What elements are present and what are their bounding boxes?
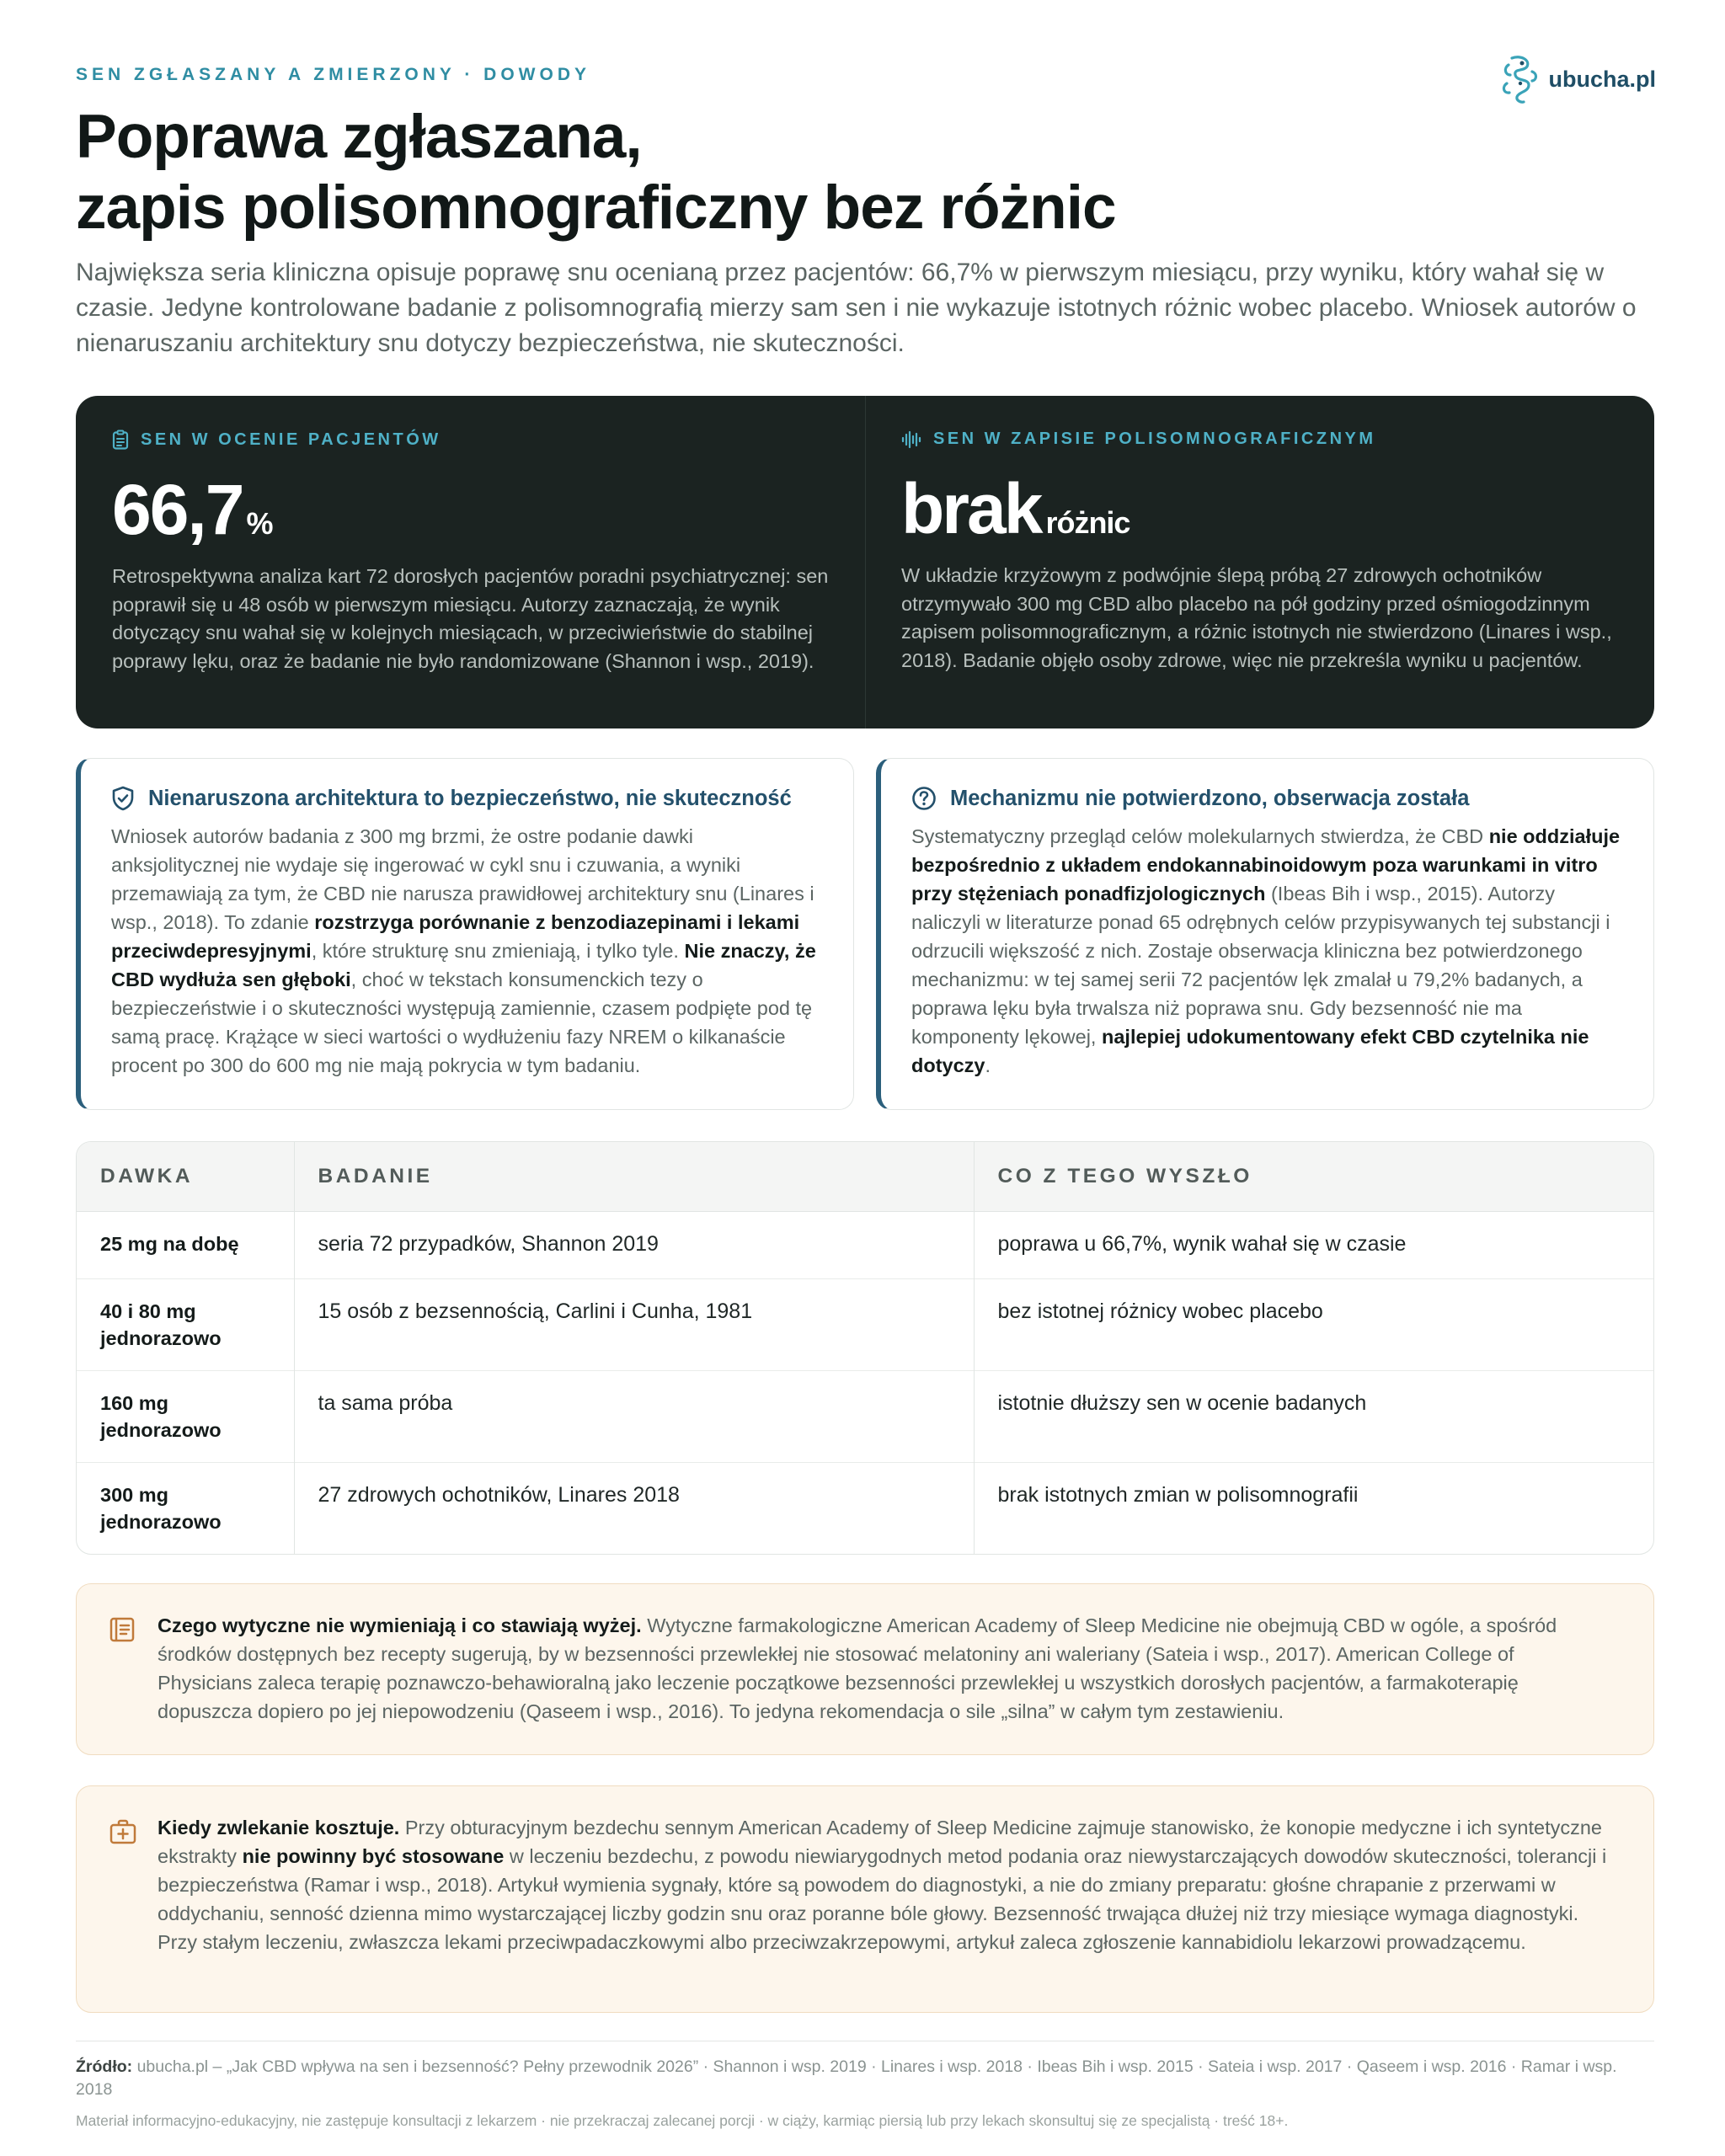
clipboard-icon [112, 430, 129, 450]
psg-label [901, 430, 1621, 449]
guidelines-callout [76, 1583, 1654, 1755]
shield-check-icon [111, 786, 135, 811]
question-circle-icon [911, 786, 937, 811]
column-header-study: BADANIE [294, 1142, 974, 1211]
outcome-cell: brak istotnych zmian w polisomnografii [974, 1462, 1653, 1554]
patient-rating-text: Retrospektywna analiza kart 72 dorosłych pacjentów poradni psychiatrycznej: sen poprawił się u 48 osób w pierwszym miesiącu. Autorzy zaznaczają, że wynik dotyczący snu wahał się w kolejnych miesiącach, w przeciwieństwie do stabilnej poprawy lęku, oraz że badanie nie było randomizowane (Shannon i wsp., 2019). [112, 565, 829, 672]
patient-rating-value [112, 469, 831, 549]
table-row [77, 1462, 1653, 1554]
table-row [77, 1278, 1653, 1370]
patient-rating-number: 66,7 [112, 470, 243, 549]
mechanism-note-title: Mechanizmu nie potwierdzono, obserwacja została [950, 786, 1470, 810]
mechanism-note-text-1: Systematyczny przegląd celów molekularnych stwierdza, że CBD [911, 825, 1489, 847]
psg-value-word: brak [901, 469, 1041, 548]
safety-note-title: Nienaruszona architektura to bezpieczeństwo, nie skuteczność [148, 786, 792, 810]
lede: Największa seria kliniczna opisuje poprawę snu ocenianą przez pacjentów: 66,7% w pierwszym miesiącu, przy wyniku, który wahał się w czasie. Jedyne kontrolowane badanie z polisomnografią mierzy sam sen i nie wykazuje istotnych różnic wobec placebo. Wniosek autorów o nienaruszaniu architektury snu dotyczy bezpieczeństwa, nie skuteczności. [76, 259, 1637, 357]
psg-text: W układzie krzyżowym z podwójnie ślepą próbą 27 zdrowych ochotników otrzymywało 300 mg CBD albo placebo na pół godziny przed ośmiogodzinnym zapisem polisomnograficznym, a różnic istotnych nie stwierdzono (Linares i wsp., 2018). Badanie objęło osoby zdrowe, więc nie przekreśla wyniku u pacjentów. [901, 564, 1612, 671]
psg-label-text: SEN W ZAPISIE POLISOMNOGRAFICZNYM [933, 430, 1376, 448]
logo-mark-icon [1500, 53, 1539, 105]
study-cell: seria 72 przypadków, Shannon 2019 [294, 1211, 974, 1278]
dose-table [76, 1141, 1654, 1555]
delay-callout [76, 1785, 1654, 2013]
mechanism-note-text-3: . [985, 1054, 991, 1076]
safety-note-text-1: Wniosek autorów badania z 300 mg brzmi, że ostre podanie dawki anksjolitycznej nie wydaje się ingerować w cykl snu i czuwania, a wyniki przemawiają za tym, że CBD nie narusza prawidłowej architektury snu (Linares i wsp., 2018). To zdanie [111, 825, 814, 933]
safety-note-body [111, 822, 825, 1080]
study-cell: 15 osób z bezsennością, Carlini i Cunha, 1981 [294, 1278, 974, 1370]
psg-value-suffix: różnic [1045, 505, 1130, 540]
title-line-2: zapis polisomnograficzny bez różnic [76, 173, 1116, 242]
brand-name: ubucha.pl [1548, 66, 1656, 92]
page-title [76, 102, 1116, 243]
disclaimer: Materiał informacyjno-edukacyjny, nie zastępuje konsultacji z lekarzem · nie przekraczaj zalecanej porcji · w ciąży, karmiąc piersią lub przy lekach skonsultuj się ze specjalistą · treść 18+. [76, 2112, 1289, 2129]
table-row [77, 1211, 1653, 1278]
guidelines-body: Wytyczne farmakologiczne American Academy of Sleep Medicine nie obejmują CBD w ogóle, a spośród środków dostępnych bez recepty sugerują, by w bezsenności przewlekłej nie stosować melatoniny ani waleriany (Sateia i wsp., 2017). American College of Physicians zaleca terapię poznawczo-behawioralną jako leczenie początkowe bezsenności przewlekłej u wszystkich dorosłych pacjentów, a farmakoterapię dopuszcza dopiero po jej niepowodzeniu (Qaseem i wsp., 2016). To jedyna rekomendacja o sile „silna” w całym tym zestawieniu. [158, 1614, 1557, 1722]
outcome-cell: istotnie dłuższy sen w ocenie badanych [974, 1370, 1653, 1462]
waveform-icon [901, 430, 921, 449]
delay-body-1: Przy obturacyjnym bezdechu sennym American Academy of Sleep Medicine zajmuje stanowisko, że konopie medyczne i ich syntetyczne ekstrakty [158, 1817, 1602, 1867]
dose-cell: 160 mg jednorazowo [77, 1370, 294, 1462]
psg-column [865, 396, 1654, 728]
patient-rating-column [76, 396, 865, 728]
guidelines-text [158, 1611, 1611, 1726]
safety-note-bold-1: rozstrzyga porównanie z benzodiazepinami i lekami przeciwdepresyjnymi [111, 911, 800, 962]
mechanism-note-heading [911, 786, 1625, 811]
source-label: Źródło: [76, 2057, 133, 2076]
study-cell: 27 zdrowych ochotników, Linares 2018 [294, 1462, 974, 1554]
safety-note-text-2: , które strukturę snu zmieniają, i tylko tyle. [311, 940, 685, 962]
study-cell: ta sama próba [294, 1370, 974, 1462]
dose-cell: 300 mg jednorazowo [77, 1462, 294, 1554]
mechanism-note-bold-1: nie oddziałuje bezpośrednio z układem endokannabinoidowym poza warunkami in vitro przy stężeniach ponadfizjologicznych [911, 825, 1621, 905]
table-header-row [77, 1142, 1653, 1211]
mechanism-note-card [876, 758, 1654, 1110]
safety-note-bold-2: Nie znaczy, że CBD wydłuża sen głęboki [111, 940, 816, 990]
delay-lead: Kiedy zwlekanie kosztuje. [158, 1817, 400, 1838]
mechanism-note-bold-2: najlepiej udokumentowany efekt CBD czytelnika nie dotyczy [911, 1026, 1589, 1076]
eyebrow: SEN ZGŁASZANY A ZMIERZONY · DOWODY [76, 65, 591, 84]
outcome-cell: poprawa u 66,7%, wynik wahał się w czasie [974, 1211, 1653, 1278]
safety-note-heading [111, 786, 825, 811]
dose-cell: 40 i 80 mg jednorazowo [77, 1278, 294, 1370]
patient-rating-label [112, 430, 831, 450]
brand-logo[interactable] [1500, 53, 1657, 105]
safety-note-card [76, 758, 854, 1110]
psg-value [901, 468, 1621, 548]
column-header-outcome: CO Z TEGO WYSZŁO [974, 1142, 1653, 1211]
source-text: ubucha.pl – „Jak CBD wpływa na sen i bezsenność? Pełny przewodnik 2026” · Shannon i wsp. 2019 · Linares i wsp. 2018 · Ibeas Bih i wsp. 2015 · Sateia i wsp. 2017 · Qaseem i wsp. 2016 · Ramar i wsp. 2018 [76, 2057, 1617, 2099]
delay-text [158, 1813, 1611, 1956]
safety-note-text-3: , choć w tekstach konsumenckich tezy o bezpieczeństwie i o skuteczności występują zamiennie, czasem podpięte pod tę samą pracę. Krążące w sieci wartości o wydłużeniu fazy NREM o kilkanaście procent po 300 do 600 mg nie mają pokrycia w tym badaniu. [111, 969, 813, 1076]
mechanism-note-body [911, 822, 1625, 1080]
guidelines-lead: Czego wytyczne nie wymieniają i co stawiają wyżej. [158, 1614, 642, 1636]
title-line-1: Poprawa zgłaszana, [76, 103, 642, 171]
medical-kit-icon [109, 1818, 137, 1845]
delay-bold: nie powinny być stosowane [242, 1845, 505, 1867]
source-line [76, 2056, 1654, 2101]
patient-rating-label-text: SEN W OCENIE PACJENTÓW [141, 430, 441, 449]
delay-body-2: w leczeniu bezdechu, z powodu niewiarygodnych metod podania oraz niewystarczających dowodów skuteczności, tolerancji i bezpieczeństwa (Ramar i wsp., 2018). Artykuł wymienia sygnały, które są powodem do diagnostyki, a nie do zmiany preparatu: głośne chrapanie z przerwami w oddychaniu, senność dzienna mimo wystarczającej liczby godzin snu oraz poranne bóle głowy. Bezsenność trwająca dłużej niż trzy miesiące wymaga diagnostyki. Przy stałym leczeniu, zwłaszcza lekami przeciwpadaczkowymi albo przeciwzakrzepowymi, artykuł zaleca zgłoszenie kannabidiolu lekarzowi prowadzącemu. [158, 1845, 1607, 1953]
footer [76, 2041, 1654, 2132]
comparison-panel [76, 396, 1654, 728]
mechanism-note-text-2: (Ibeas Bih i wsp., 2015). Autorzy naliczyli w literaturze ponad 65 odrębnych celów przypisywanych tej substancji i odrzucili większość z nich. Zostaje obserwacja kliniczna bez potwierdzonego mechanizmu: w tej samej serii 72 pacjentów lęk zmalał u 79,2% badanych, a poprawa lęku była trwalsza niż poprawa snu. Gdy bezsenność nie ma komponenty lękowej, [911, 883, 1610, 1048]
patient-rating-unit: % [246, 506, 274, 541]
list-document-icon [109, 1616, 136, 1643]
dose-cell: 25 mg na dobę [100, 1232, 239, 1255]
column-header-dose: DAWKA [77, 1142, 294, 1211]
table-row [77, 1370, 1653, 1462]
outcome-cell: bez istotnej różnicy wobec placebo [974, 1278, 1653, 1370]
